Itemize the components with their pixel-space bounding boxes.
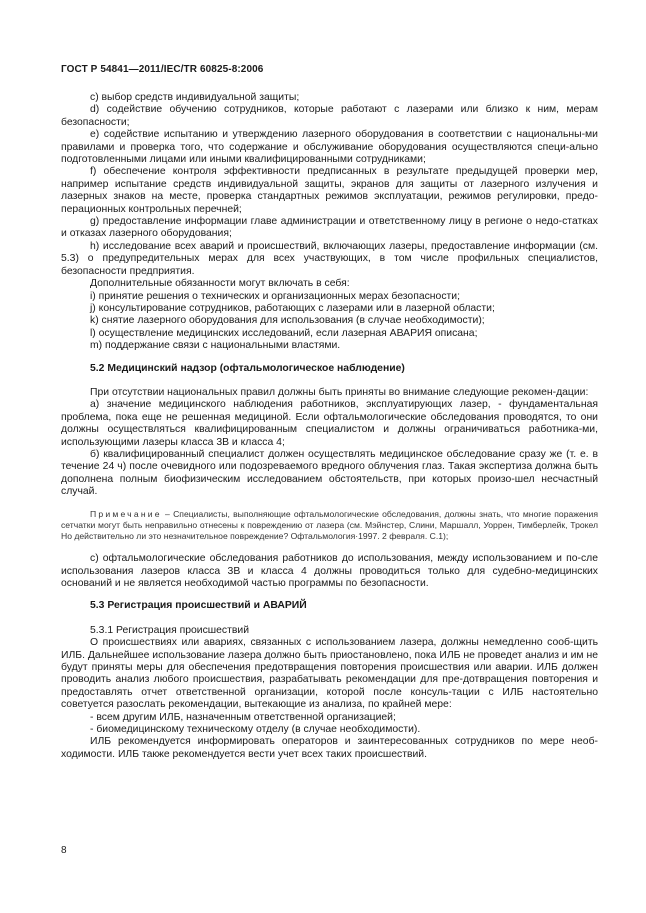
page-content [61, 92, 598, 761]
recommendation-b: б) квалифицированный специалист должен осуществлять медицинское обследование сразу же (т. е. в течение 24 ч) после очевидного или подозреваемого вредного облучения глаз. Такая экспертиза должна быть дополнена полным биофизическим исследованием обстоятельств, при которых произо-шел несчастный случай. [61, 448, 598, 498]
section-heading-5-2: 5.2 Медицинский надзор (офтальмологическое наблюдение) [90, 362, 405, 374]
list-item-d: d) содействие обучению сотрудников, которые работают с лазерами или близко к ним, мерам безопасности; [61, 104, 598, 128]
note-label: Примечание [90, 508, 162, 519]
recommendation-a: а) значение медицинского наблюдения работников, эксплуатирующих лазер, - фундаментальная проблема, пока еще не решенная медициной. Если офтальмологические обследования проводятся, то они должны осуществляться квалифицированным специалистом и должны ограничиваться работника-ми, использующими лазеры класса 3В и класса 4; [61, 399, 598, 448]
additional-duties-intro: Дополнительные обязанности могут включать в себя: [90, 278, 350, 290]
list-item-m: m) поддержание связи с национальными властями. [90, 340, 341, 352]
list-item-j: j) консультирование сотрудников, работающих с лазерами или в лазерной области; [90, 302, 495, 314]
list-item-g: g) предоставление информации главе администрации и ответственному лицу в регионе о недо-статках и отказах лазерного оборудования; [61, 216, 598, 240]
recommendation-c: с) офтальмологические обследования работников до использования, между использованием и по-сле использования лазеров класса 3В и класса 4 должны проводиться только для судебно-медицинских оснований и не является необходимой частью программы по безопасности. [61, 553, 598, 590]
list-item-e: e) содействие испытанию и утверждению лазерного оборудования в соответствии с национальны-ми правилами и проверка того, что содержание и обслуживание оборудования осуществляются специ-ально подготовленными лицами или иными квалифицированными сотрудниками; [61, 129, 598, 166]
list-item-l: l) осуществление медицинских исследований, если лазерная АВАРИЯ описана; [90, 327, 478, 339]
recommendations-intro: При отсутствии национальных правил должны быть приняты во внимание следующие рекомен-дации: [90, 386, 589, 398]
closing-paragraph: ИЛБ рекомендуется информировать операторов и заинтересованных сотрудников по мере необ-ходимости. ИЛБ также рекомендуется вести учет всех таких происшествий. [61, 736, 598, 760]
section-heading-5-3: 5.3 Регистрация происшествий и АВАРИЙ [90, 600, 307, 612]
list-item-f: f) обеспечение контроля эффективности предписанных в результате предыдущей проверки мер, например испытание средств индивидуальной защиты, экранов для защиты от лазерного излучения и лазерных знаков на месте, проверка стандартных режимов эксплуатации, режимов регулировки, предо-перационных контрольных перечней; [61, 166, 598, 215]
note-text: – Специалисты, выполняющие офтальмологические обследования, должны знать, что многие поражения сетчатки могут быть неправильно отнесены к повреждению от лазера (см. Мэйнстер, Слини, Маршалл, Уоррен, Тимберлейк, Трокел Но действительно ли это незначительное повреждение? Офтальмология·1997. 2 февраля. С.1); [61, 508, 598, 541]
list-item-h: h) исследование всех аварий и происшествий, включающих лазеры, предоставление информации (см. 5.3) о предупредительных мерах для всех участвующих, в том числе профильных специалистов, безопасности предприятия. [61, 240, 598, 277]
list-item-c: c) выбор средств индивидуальной защиты; [90, 92, 300, 103]
note-block [61, 509, 598, 543]
list-item-k: k) снятие лазерного оборудования для использования (в случае необходимости); [90, 315, 485, 327]
incident-reporting-paragraph: О происшествиях или авариях, связанных с использованием лазера, должны немедленно сооб-щить ИЛБ. Дальнейшее использование лазера должно быть приостановлено, пока ИЛБ не проведет анализ и им не будут приняты меры для обеспечения предотвращения повторения происшествия или аварии. ИЛБ должен проводить анализ любого происшествия, разрабатывать рекомендации для пре-дотвращения повторения и предоставлять отчет ответственной организации, которой после консуль-тации с ИЛБ настоятельно советуется разослать рекомендации, вытекающие из анализа, по крайней мере: [61, 637, 598, 711]
page-number: 8 [61, 845, 67, 856]
subsection-heading-5-3-1: 5.3.1 Регистрация происшествий [90, 624, 250, 636]
list-item-i: i) принятие решения о технических и организационных мерах безопасности; [90, 290, 460, 302]
document-header: ГОСТ Р 54841—2011/IEC/TR 60825-8:2006 [61, 64, 264, 75]
list-item-dash-1: - всем другим ИЛБ, назначенным ответственной организацией; [90, 711, 396, 723]
list-item-dash-2: - биомедицинскому техническому отделу (в случае необходимости). [90, 724, 421, 736]
